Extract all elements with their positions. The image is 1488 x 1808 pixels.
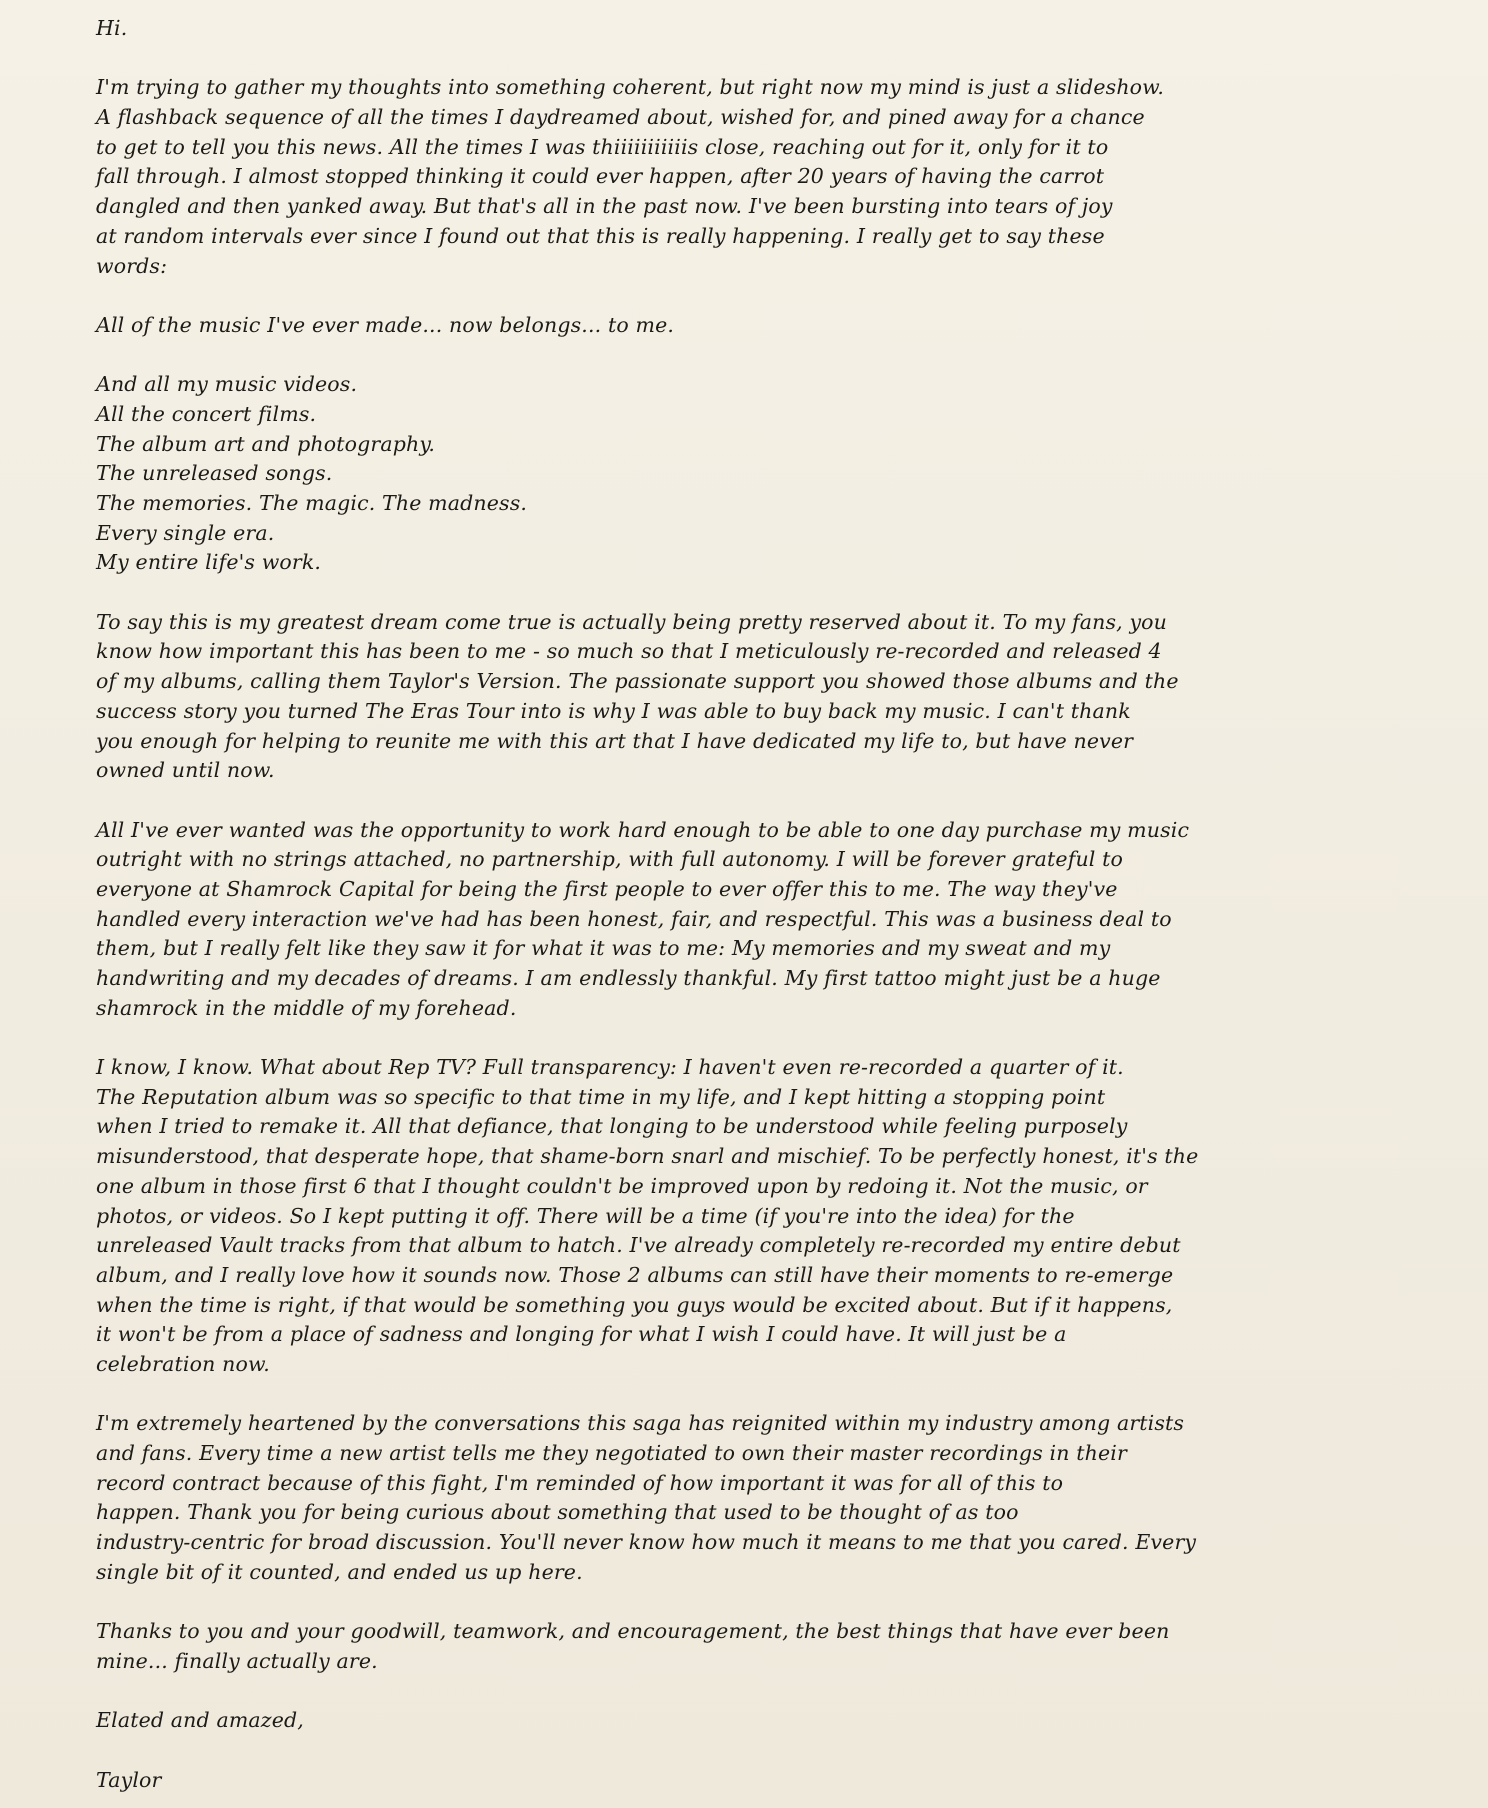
text-line: it won't be from a place of sadness and longing for what I wish I could have. It will just be a bbox=[96, 1322, 1067, 1347]
text-line: unreleased Vault tracks from that album to hatch. I've already completely re-recorded my entire debut bbox=[96, 1233, 1181, 1258]
text-line: fall through. I almost stopped thinking it could ever happen, after 20 years of having the carrot bbox=[96, 164, 1105, 189]
list-line: All the concert films. bbox=[96, 401, 317, 426]
signature: Taylor bbox=[96, 1767, 162, 1792]
text-line: All of the music I've ever made... now belongs... to me. bbox=[96, 312, 675, 337]
list-line: Every single era. bbox=[96, 520, 275, 545]
blank-line bbox=[96, 341, 1426, 371]
handwritten-letter bbox=[96, 14, 1426, 1795]
blank-line bbox=[96, 1023, 1426, 1053]
text-line: when the time is right, if that would be something you guys would be excited about. But if it happens, bbox=[96, 1292, 1173, 1317]
text-line: handled every interaction we've had has been honest, fair, and respectful. This was a business deal to bbox=[96, 906, 1172, 931]
list-line: My entire life's work. bbox=[96, 550, 322, 575]
paragraph-list bbox=[96, 370, 1426, 578]
paragraph-industry bbox=[96, 1409, 1426, 1587]
text-line: single bit of it counted, and ended us up here. bbox=[96, 1559, 583, 1584]
text-line: happen. Thank you for being curious about something that used to be thought of as too bbox=[96, 1500, 1019, 1525]
blank-line bbox=[96, 1380, 1426, 1410]
text-line: photos, or videos. So I kept putting it off. There will be a time (if you're into the idea) for the bbox=[96, 1203, 1075, 1228]
text-line: A flashback sequence of all the times I daydreamed about, wished for, and pined away for a chance bbox=[96, 105, 1145, 130]
blank-line bbox=[96, 44, 1426, 74]
blank-line bbox=[96, 281, 1426, 311]
blank-line bbox=[96, 786, 1426, 816]
text-line: dangled and then yanked away. But that's all in the past now. I've been bursting into tears of joy bbox=[96, 194, 1113, 219]
text-line: I'm trying to gather my thoughts into something coherent, but right now my mind is just a slideshow. bbox=[96, 75, 1165, 100]
text-line: outright with no strings attached, no partnership, with full autonomy. I will be forever grateful to bbox=[96, 847, 1124, 872]
text-line: owned until now. bbox=[96, 758, 275, 783]
list-line: The album art and photography. bbox=[96, 431, 436, 456]
list-line: The memories. The magic. The madness. bbox=[96, 491, 528, 515]
text-line: I'm extremely heartened by the conversations this saga has reignited within my industry among artists bbox=[96, 1411, 1185, 1436]
text-line: you enough for helping to reunite me with this art that I have dedicated my life to, but have never bbox=[96, 728, 1134, 753]
blank-line bbox=[96, 1677, 1426, 1707]
blank-line bbox=[96, 1736, 1426, 1766]
text-line: words: bbox=[96, 253, 168, 278]
paragraph-thanks bbox=[96, 1617, 1426, 1676]
text-line: album, and I really love how it sounds now. Those 2 albums can still have their moments to re-emerge bbox=[96, 1262, 1174, 1287]
text-line: celebration now. bbox=[96, 1351, 270, 1376]
text-line: record contract because of this fight, I'm reminded of how important it was for all of this to bbox=[96, 1470, 1064, 1495]
text-line: shamrock in the middle of my forehead. bbox=[96, 995, 517, 1020]
text-line: misunderstood, that desperate hope, that shame-born snarl and mischief. To be perfectly honest, it's the bbox=[96, 1144, 1199, 1169]
text-line: All I've ever wanted was the opportunity to work hard enough to be able to one day purchase my music bbox=[96, 817, 1190, 842]
paragraph-intro bbox=[96, 73, 1426, 281]
text-line: one album in those first 6 that I thought couldn't be improved upon by redoing it. Not the music, or bbox=[96, 1173, 1148, 1198]
text-line: to get to tell you this news. All the times I was thiiiiiiiiiiis close, reaching out for it, only for it to bbox=[96, 134, 1109, 159]
paragraph-shamrock bbox=[96, 816, 1426, 1024]
text-line: and fans. Every time a new artist tells me they negotiated to own their master recordings in their bbox=[96, 1441, 1127, 1465]
blank-line bbox=[96, 578, 1426, 608]
text-line: I know, I know. What about Rep TV? Full transparency: I haven't even re-recorded a quarter of it. bbox=[96, 1055, 1124, 1080]
text-line: The Reputation album was so specific to that time in my life, and I kept hitting a stopping point bbox=[96, 1084, 1106, 1109]
text-line: success story you turned The Eras Tour into is why I was able to buy back my music. I can't thank bbox=[96, 698, 1131, 723]
closing: Elated and amazed, bbox=[96, 1708, 304, 1733]
text-line: To say this is my greatest dream come true is actually being pretty reserved about it. To my fans, you bbox=[96, 609, 1168, 634]
text-line: Thanks to you and your goodwill, teamwork, and encouragement, the best things that have ever been bbox=[96, 1619, 1170, 1644]
text-line: know how important this has been to me - so much so that I meticulously re-recorded and released 4 bbox=[96, 639, 1162, 664]
greeting: Hi. bbox=[96, 16, 128, 40]
blank-line bbox=[96, 1587, 1426, 1617]
text-line: industry-centric for broad discussion. You'll never know how much it means to me that you cared. Every bbox=[96, 1530, 1197, 1555]
list-line: And all my music videos. bbox=[96, 372, 358, 397]
text-line: at random intervals ever since I found out that this is really happening. I really get to say these bbox=[96, 223, 1105, 248]
text-line: everyone at Shamrock Capital for being the first people to ever offer this to me. The way they've bbox=[96, 876, 1118, 901]
paragraph-fans bbox=[96, 608, 1426, 786]
text-line: mine... finally actually are. bbox=[96, 1648, 378, 1673]
text-line: of my albums, calling them Taylor's Version. The passionate support you showed those albums and the bbox=[96, 669, 1179, 694]
text-line: handwriting and my decades of dreams. I am endlessly thankful. My first tattoo might just be a huge bbox=[96, 966, 1161, 990]
list-line: The unreleased songs. bbox=[96, 461, 333, 486]
text-line: them, but I really felt like they saw it for what it was to me: My memories and my sweat and my bbox=[96, 936, 1111, 961]
text-line: when I tried to remake it. All that defiance, that longing to be understood while feeling purposely bbox=[96, 1114, 1128, 1139]
paragraph-rep-tv bbox=[96, 1053, 1426, 1380]
paragraph-announcement bbox=[96, 311, 1426, 341]
